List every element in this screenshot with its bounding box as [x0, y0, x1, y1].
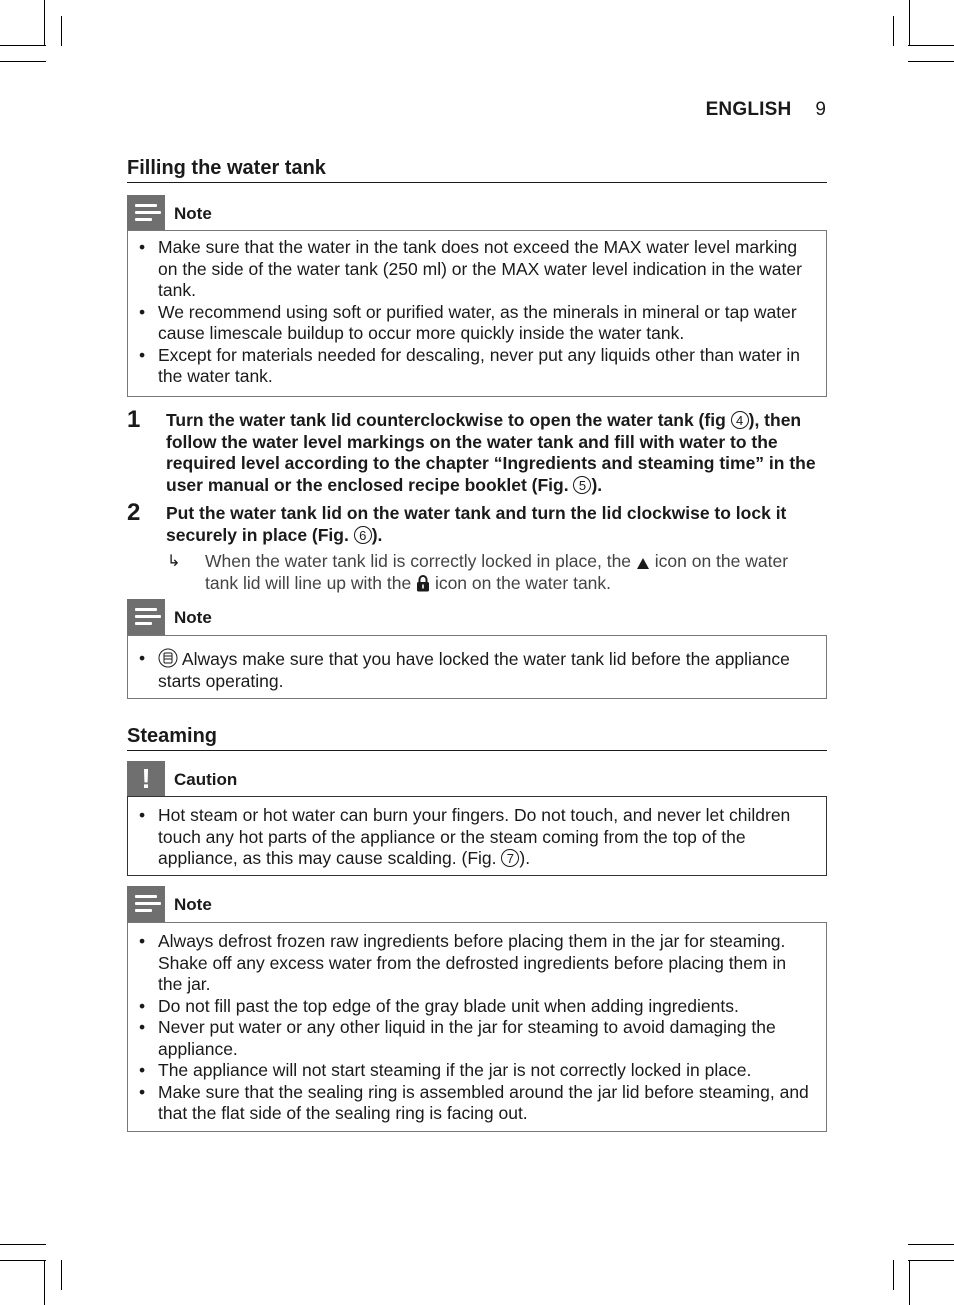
- list-item: • Always defrost frozen raw ingredients before placing them in the jar for steaming. Shake off any excess water from the defrosted ingredients before placing them in the jar.: [136, 931, 814, 996]
- result-arrow-icon: ↳: [167, 553, 181, 570]
- step-text: Put the water tank lid on the water tank and turn the lid clockwise to lock it securely in place (Fig. 6 ).: [166, 503, 787, 545]
- list-item: • Always make sure that you have locked the water tank lid before the appliance starts operating.: [136, 648, 814, 692]
- note-label: Note: [174, 895, 212, 914]
- list-item: • Do not fill past the top edge of the gray blade unit when adding ingredients.: [136, 996, 814, 1018]
- note-box: [127, 922, 827, 1132]
- page-header: [706, 99, 826, 121]
- note-box: [127, 635, 827, 699]
- caution-header: [127, 761, 827, 797]
- warning-icon: !: [127, 761, 165, 797]
- list-item: • Never put water or any other liquid in the jar for steaming to avoid damaging the appliance.: [136, 1017, 814, 1060]
- list-item: • The appliance will not start steaming if the jar is not correctly locked in place.: [136, 1060, 814, 1082]
- figure-reference: 5: [573, 476, 591, 494]
- note-icon: [127, 195, 165, 231]
- list-item: • Hot steam or hot water can burn your fingers. Do not touch, and never let children touch any hot parts of the appliance or the steam coming from the top of the appliance, as this may cause scalding. (Fig. 7 ).: [136, 805, 814, 870]
- list-item: • Except for materials needed for descaling, never put any liquids other than water in the water tank.: [136, 345, 814, 388]
- step-text: Turn the water tank lid counterclockwise to open the water tank (fig 4 ), then follow the water level markings on the water tank and fill with water to the required level according to the chapter “Ingredients and steaming time” in the user manual or the enclosed recipe booklet (Fig. 5 ).: [166, 410, 816, 495]
- list-item: • We recommend using soft or purified water, as the minerals in mineral or tap water cause limescale buildup to occur more quickly inside the water tank.: [136, 302, 814, 345]
- caution-label: Caution: [174, 770, 238, 789]
- list-item: • Make sure that the water in the tank does not exceed the MAX water level marking on the side of the water tank (250 ml) or the MAX water level indication in the water tank.: [136, 237, 814, 302]
- page-number: 9: [815, 99, 826, 120]
- note-icon: [127, 599, 165, 635]
- list-item: • Make sure that the sealing ring is assembled around the jar lid before steaming, and that the flat side of the sealing ring is facing out.: [136, 1082, 814, 1125]
- note-header: [127, 886, 827, 922]
- triangle-icon: [636, 557, 650, 570]
- note-box: [127, 230, 827, 397]
- step-number: 1: [127, 406, 141, 433]
- figure-reference: 6: [354, 526, 372, 544]
- note-label: Note: [174, 608, 212, 627]
- figure-reference: 7: [501, 849, 519, 867]
- result-text: When the water tank lid is correctly locked in place, the icon on the water tank lid will line up with the icon on the water tank.: [205, 551, 789, 593]
- note-header: [127, 599, 827, 635]
- section-title-filling: Filling the water tank: [127, 157, 827, 183]
- note-header: [127, 195, 827, 231]
- lock-icon: [416, 574, 430, 592]
- caution-box: [127, 796, 827, 876]
- water-tank-icon: [158, 648, 178, 668]
- step-number: 2: [127, 499, 141, 526]
- figure-reference: 4: [731, 411, 749, 429]
- note-icon: [127, 886, 165, 922]
- note-label: Note: [174, 204, 212, 223]
- section-title-steaming: Steaming: [127, 725, 827, 751]
- language-label: ENGLISH: [705, 99, 792, 120]
